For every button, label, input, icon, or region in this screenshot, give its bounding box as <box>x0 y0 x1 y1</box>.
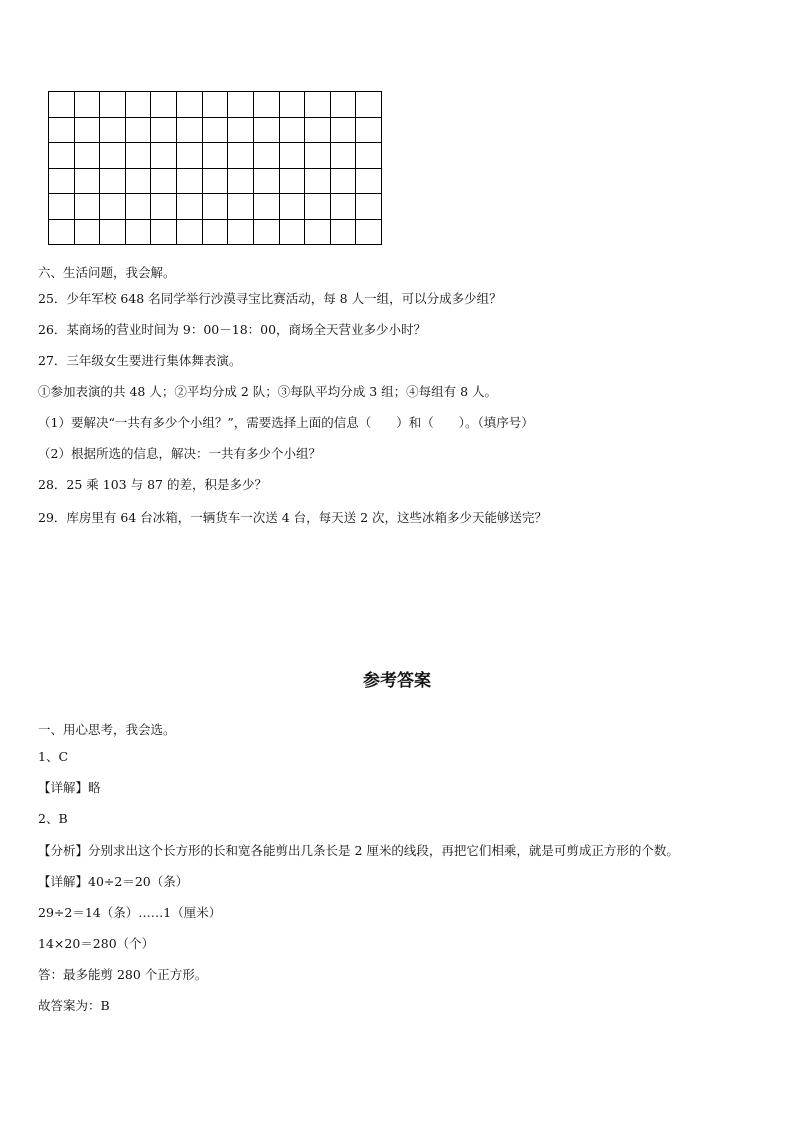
grid-cell <box>356 92 382 118</box>
grid-cell <box>126 169 152 195</box>
grid-cell <box>100 194 126 220</box>
grid-cell <box>203 169 229 195</box>
grid-cell <box>280 92 306 118</box>
answers-section1-title: 一、用心思考，我会选。 <box>38 722 176 737</box>
answer-1: 1、C <box>38 749 69 764</box>
grid-cell <box>228 92 254 118</box>
question-27-part2: （2）根据所选的信息，解决：一共有多少个小组？ <box>38 446 321 461</box>
answer-2-reply: 答：最多能剪 280 个正方形。 <box>38 967 208 982</box>
grid-cell <box>203 143 229 169</box>
grid-cell <box>75 143 101 169</box>
grid-cell <box>126 118 152 144</box>
question-27-part1: （1）要解决“一共有多少个小组？”，需要选择上面的信息（ ）和（ ）。（填序号） <box>38 415 534 430</box>
grid-cell <box>280 194 306 220</box>
grid-cell <box>49 92 75 118</box>
grid-cell <box>75 169 101 195</box>
answer-2-step2: 29÷2＝14（条）……1（厘米） <box>38 905 222 920</box>
grid-cell <box>100 92 126 118</box>
grid-cell <box>100 143 126 169</box>
grid-cell <box>49 143 75 169</box>
grid-cell <box>126 143 152 169</box>
grid-cell <box>151 194 177 220</box>
answer-2-step3: 14×20＝280（个） <box>38 936 155 951</box>
grid-cell <box>203 220 229 246</box>
grid-cell <box>254 92 280 118</box>
grid-cell <box>280 118 306 144</box>
grid-cell <box>177 118 203 144</box>
grid-cell <box>177 169 203 195</box>
answer-2-analysis: 【分析】分别求出这个长方形的长和宽各能剪出几条长是 2 厘米的线段，再把它们相乘，就是可剪成正方形的个数。 <box>38 843 679 858</box>
grid-cell <box>305 194 331 220</box>
question-27: 27．三年级女生要进行集体舞表演。 <box>38 353 242 368</box>
grid-cell <box>100 118 126 144</box>
grid-cell <box>331 220 357 246</box>
grid-cell <box>228 220 254 246</box>
answers-heading: 参考答案 <box>363 671 431 691</box>
grid-cell <box>177 220 203 246</box>
answer-2-final: 故答案为：B <box>38 998 110 1013</box>
grid-cell <box>331 92 357 118</box>
grid-cell <box>75 194 101 220</box>
grid-cell <box>356 169 382 195</box>
grid-cell <box>305 143 331 169</box>
grid-cell <box>254 143 280 169</box>
question-28: 28．25 乘 103 与 87 的差，积是多少？ <box>38 477 267 492</box>
grid-cell <box>254 220 280 246</box>
grid-cell <box>49 118 75 144</box>
grid-cell <box>280 143 306 169</box>
grid-cell <box>177 92 203 118</box>
grid-cell <box>203 194 229 220</box>
question-26: 26．某商场的营业时间为 9：00－18：00，商场全天营业多少小时？ <box>38 322 427 337</box>
grid-cell <box>356 143 382 169</box>
grid-cell <box>228 118 254 144</box>
answer-2: 2、B <box>38 811 68 826</box>
grid-cell <box>356 118 382 144</box>
grid-cell <box>151 143 177 169</box>
grid-cell <box>356 194 382 220</box>
grid-cell <box>254 169 280 195</box>
grid-cell <box>126 194 152 220</box>
grid-cell <box>49 169 75 195</box>
grid-cell <box>305 92 331 118</box>
answer-1-detail: 【详解】略 <box>38 780 101 795</box>
grid-cell <box>254 118 280 144</box>
grid-cell <box>305 169 331 195</box>
grid-cell <box>151 169 177 195</box>
grid-cell <box>151 92 177 118</box>
grid-cell <box>305 220 331 246</box>
grid-cell <box>177 194 203 220</box>
grid-cell <box>75 92 101 118</box>
grid-cell <box>151 118 177 144</box>
grid-cell <box>203 92 229 118</box>
answer-2-detail: 【详解】40÷2＝20（条） <box>38 874 189 889</box>
grid-cell <box>75 118 101 144</box>
grid-cell <box>75 220 101 246</box>
grid-cell <box>49 220 75 246</box>
question-25: 25．少年军校 648 名同学举行沙漠寻宝比赛活动，每 8 人一组，可以分成多少组？ <box>38 291 502 306</box>
question-27-info: ①参加表演的共 48 人；②平均分成 2 队；③每队平均分成 3 组；④每组有 8 人。 <box>38 384 498 399</box>
grid-cell <box>356 220 382 246</box>
question-29: 29．库房里有 64 台冰箱，一辆货车一次送 4 台，每天送 2 次，这些冰箱多少天能够送完？ <box>38 510 548 525</box>
grid-cell <box>280 169 306 195</box>
grid-cell <box>126 220 152 246</box>
grid-cell <box>49 194 75 220</box>
grid-cell <box>100 220 126 246</box>
grid-cell <box>151 220 177 246</box>
grid-cell <box>254 194 280 220</box>
grid-cell <box>228 143 254 169</box>
grid-cell <box>280 220 306 246</box>
grid-cell <box>203 118 229 144</box>
grid-cell <box>228 194 254 220</box>
grid-cell <box>331 118 357 144</box>
writing-grid <box>48 91 382 245</box>
section6-title: 六、生活问题，我会解。 <box>38 265 176 280</box>
grid-cell <box>305 118 331 144</box>
grid-cell <box>331 194 357 220</box>
grid-cell <box>331 143 357 169</box>
grid-cell <box>177 143 203 169</box>
grid-cell <box>331 169 357 195</box>
grid-cell <box>228 169 254 195</box>
grid-cell <box>126 92 152 118</box>
grid-cell <box>100 169 126 195</box>
